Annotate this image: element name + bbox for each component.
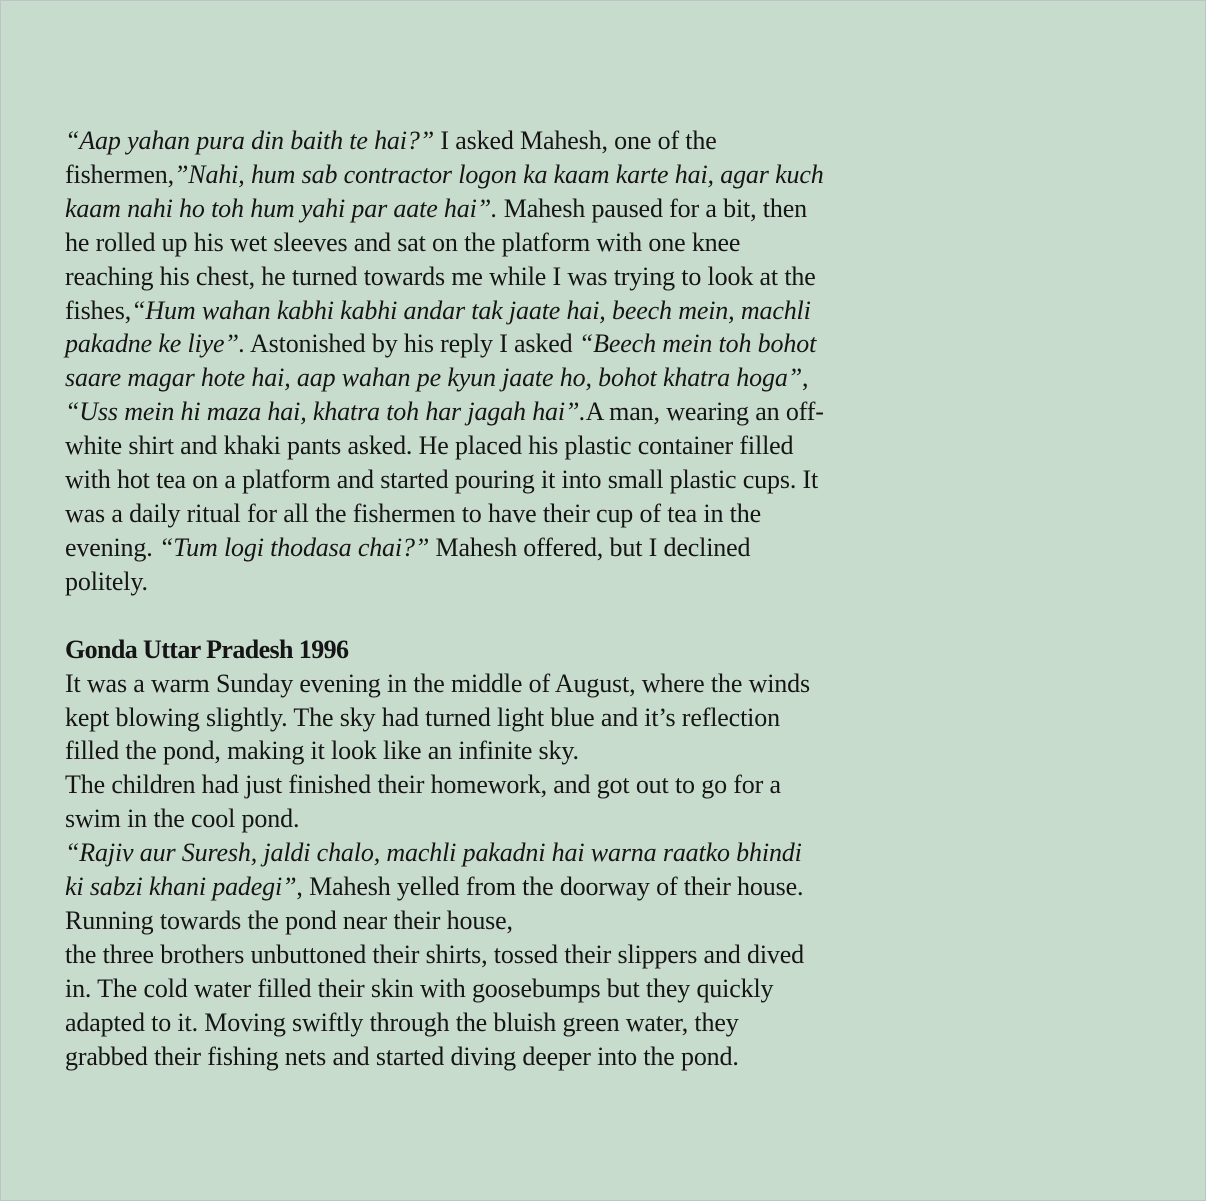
narrative-text: Mahesh paused for a bit, then he rolled up his wet sleeves and sat on the platform with one knee reaching his chest, he turned towards me while I was trying to look at the fishes, (65, 193, 816, 325)
quote-text: “Rajiv aur Suresh, jaldi chalo, machli pakadni hai warna raatko bhindi ki sabzi khani padegi” (65, 838, 802, 902)
paragraph-brothers-dive: the three brothers unbuttoned their shirts, tossed their slippers and dived in. The cold water filled their skin with goosebumps but they quickly adapted to it. Moving swiftly through the bluish green water, they grabbed their fishing nets and started diving deeper into the pond. (65, 939, 804, 1071)
quote-text: “Aap yahan pura din baith te hai?” (65, 126, 435, 155)
text-body (65, 124, 825, 1073)
narrative-text: Astonished by his reply I asked (245, 329, 579, 359)
quote-text: “Hum wahan kabhi kabhi andar tak jaate hai, beech mein, machli pakadne ke liye”. (65, 295, 811, 359)
narrative-text: I asked Mahesh, one of the fishermen, (65, 126, 717, 189)
narrative-text: Mahesh offered, but I declined politely. (65, 532, 751, 596)
narrative-text: A man, wearing an off-white shirt and khaki pants asked. He placed his plastic container filled with hot tea on a platform and started pouring it into small plastic cups. It was a daily ritual for all the fishermen to have their cup of tea in the evening. (65, 397, 824, 562)
quote-text: “Tum logi thodasa chai?” (158, 532, 430, 562)
paragraph-spacer (65, 599, 825, 633)
paragraph-mahesh-yells (65, 836, 825, 938)
paragraph-sunday-evening: It was a warm Sunday evening in the middle of August, where the winds kept blowing slightly. The sky had turned light blue and it’s reflection filled the pond, making it look like an infinite sky. (65, 668, 810, 766)
quote-text: “Beech mein toh bohot saare magar hote hai, aap wahan pe kyun jaate ho, bohot khatra hoga” (65, 329, 817, 393)
narrative-text: , (802, 363, 809, 393)
quote-text: “Uss mein hi maza hai, khatra toh har jagah hai”. (65, 397, 586, 427)
paragraph-fishermen-dialogue (65, 124, 825, 599)
quote-text: ”Nahi, hum sab contractor logon ka kaam karte hai, agar kuch kaam nahi ho toh hum yahi par aate hai”. (65, 159, 824, 223)
narrative-text: , Mahesh yelled from the doorway of their house. Running towards the pond near their house, (65, 872, 804, 935)
section-heading: Gonda Uttar Pradesh 1996 (65, 634, 349, 664)
paragraph-children-swim: The children had just finished their homework, and got out to go for a swim in the cool pond. (65, 770, 781, 834)
